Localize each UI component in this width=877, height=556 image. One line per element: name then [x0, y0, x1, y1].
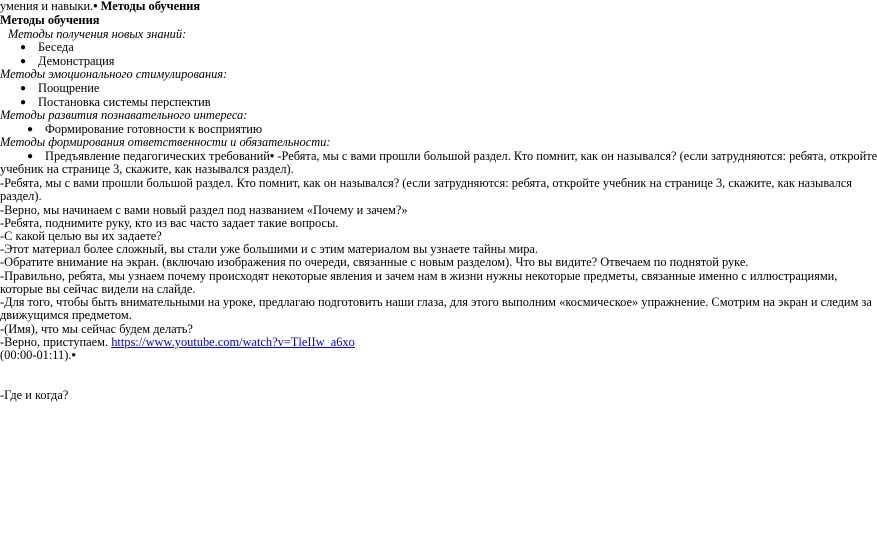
section-title: Методы развития познавательного интереса: — [0, 108, 248, 122]
paragraph: -Для того, чтобы быть внимательными на уроке, предлагаю подготовить наши глаза, для этого выполним «космическое» упражнение. Смотрим на экран и следим за — [0, 295, 872, 309]
intro-heading: Методы обучения — [100, 0, 201, 13]
paragraph: -Правильно, ребята, мы узнаем почему происходят некоторые явления и зачем нам в жизни нужны некоторые предметы, связанные именно с иллюстрациями, — [0, 269, 838, 283]
intro-prefix: умения и навыки. — [0, 0, 94, 13]
long-item-continuation: учебник на странице 3, скажите, как назывался раздел). — [0, 162, 294, 176]
bullet-icon: ● — [27, 151, 34, 162]
final-question: -Где и когда? — [0, 388, 69, 402]
bullet-icon: ● — [20, 97, 27, 108]
section-title: Методы формирования ответственности и обязательности: — [0, 135, 331, 149]
bullet-icon: ● — [20, 42, 27, 53]
bullet-icon: ● — [27, 124, 34, 135]
paragraph: -Ребята, мы с вами прошли большой раздел. Кто помнит, как он назывался? (если затрудняются: ребята, откройте учебник на странице 3, скажите, как назывался — [0, 176, 852, 190]
link-prefix: -Верно, приступаем. — [0, 335, 112, 349]
bullet-icon: • — [269, 149, 275, 163]
intro-bullet: • — [93, 0, 98, 13]
paragraph: -Обратите внимание на экран. (включаю изображения по очереди, связанные с новым разделом). Что вы видите? Отвечаем по поднятой руке. — [0, 255, 749, 269]
long-item-label: Предъявление педагогических требований — [45, 149, 270, 163]
long-item-text: -Ребята, мы с вами прошли большой раздел. Кто помнит, как он назывался? (если затрудняются: ребята, откройте — [274, 149, 877, 163]
timecode-line — [0, 349, 76, 362]
intro-line — [0, 0, 200, 13]
youtube-link[interactable]: https://www.youtube.com/watch?v=TleIIw_a6xo — [111, 335, 355, 349]
paragraph: раздел). — [0, 189, 42, 203]
paragraph: которые вы сейчас видели на слайде. — [0, 282, 196, 296]
timecode: (00:00-01:11). — [0, 348, 72, 362]
section-heading: Методы обучения — [0, 13, 100, 27]
paragraph: -Ребята, поднимите руку, кто из вас часто задает такие вопросы. — [0, 216, 339, 230]
bullet-icon: ● — [20, 83, 27, 94]
bullet-icon: • — [71, 348, 76, 362]
paragraph: -С какой целью вы их задаете? — [0, 229, 162, 243]
paragraph: движущимся предметом. — [0, 308, 132, 322]
paragraph: -Этот материал более сложный, вы стали уже большими и с этим материалом вы узнаете тайны мира. — [0, 242, 539, 256]
paragraph: -(Имя), что мы сейчас будем делать? — [0, 322, 193, 336]
section-title: Методы эмоционального стимулирования: — [0, 67, 228, 81]
paragraph: -Верно, мы начинаем с вами новый раздел под названием «Почему и зачем?» — [0, 203, 408, 217]
bullet-icon: ● — [20, 56, 27, 67]
section-title: Методы получения новых знаний: — [8, 27, 187, 41]
